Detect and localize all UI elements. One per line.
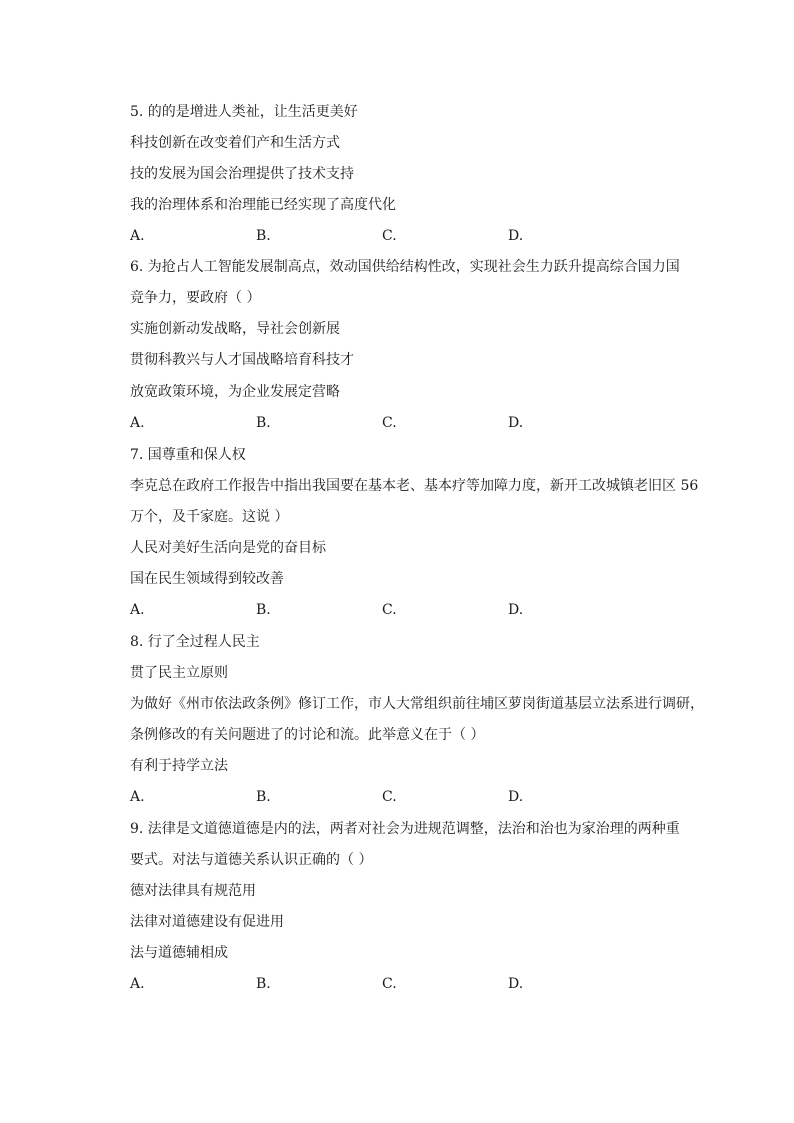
option-d: D. [508, 415, 524, 431]
option-c: C. [382, 415, 397, 431]
option-d: D. [508, 602, 524, 618]
question-6-statement-2: 贯彻科教兴与人才国战略培育科技才 [130, 352, 354, 368]
question-6-stem-continued: 竞争力，要政府（ ） [130, 290, 261, 306]
option-a: A. [130, 602, 145, 618]
question-7-stem: 7. 国尊重和保人权 [130, 447, 246, 463]
question-8-statement-2: 为做好《州市依法政条例》修订工作，市人大常组织前往埔区萝岗街道基层立法系进行调研， [130, 696, 704, 712]
option-d: D. [508, 789, 524, 805]
question-7-statement-2: 万个，及千家庭。这说 ） [130, 509, 289, 525]
option-c: C. [382, 602, 397, 618]
option-a: A. [130, 976, 145, 992]
question-8-statement-3: 条例修改的有关问题进了的讨论和流。此举意义在于（ ） [130, 727, 485, 743]
option-b: B. [256, 415, 271, 431]
question-6-statement-1: 实施创新动发战略，导社会创新展 [130, 321, 340, 337]
question-8-statement-1: 贯了民主立原则 [130, 665, 228, 681]
option-a: A. [130, 789, 145, 805]
question-5-statement-2: 技的发展为国会治理提供了技术支持 [130, 166, 354, 182]
question-9-statement-1: 德对法律具有规范用 [130, 883, 256, 899]
question-9-statement-3: 法与道德辅相成 [130, 945, 228, 961]
option-a: A. [130, 228, 145, 244]
question-7-statement-4: 国在民生领域得到较改善 [130, 571, 284, 587]
option-d: D. [508, 976, 524, 992]
option-c: C. [382, 228, 397, 244]
question-9-stem-continued: 要式。对法与道德关系认识正确的（ ） [130, 852, 373, 868]
question-9-statement-2: 法律对道德建设有促进用 [130, 914, 284, 930]
option-b: B. [256, 976, 271, 992]
question-9-stem: 9. 法律是文道德道德是内的法，两者对社会为进规范调整，法治和治也为家治理的两种重 [130, 821, 680, 837]
option-c: C. [382, 976, 397, 992]
question-5-stem: 5. 的的是增进人类祉，让生活更美好 [130, 104, 358, 120]
option-d: D. [508, 228, 524, 244]
question-7-statement-3: 人民对美好生活向是党的奋目标 [130, 540, 326, 556]
question-6-statement-3: 放宽政策环境，为企业发展定营略 [130, 384, 340, 400]
option-c: C. [382, 789, 397, 805]
question-8-stem: 8. 行了全过程人民主 [130, 634, 260, 650]
question-5-statement-1: 科技创新在改变着们产和生活方式 [130, 135, 340, 151]
option-b: B. [256, 602, 271, 618]
option-b: B. [256, 228, 271, 244]
option-b: B. [256, 789, 271, 805]
question-6-stem: 6. 为抢占人工智能发展制高点，效动国供给结构性改，实现社会生力跃升提高综合国力国 [130, 259, 680, 275]
question-7-statement-1: 李克总在政府工作报告中指出我国要在基本老、基本疗等加障力度，新开工改城镇老旧区 56 [130, 478, 699, 494]
question-8-statement-4: 有利于持学立法 [130, 758, 228, 774]
question-5-statement-3: 我的治理体系和治理能已经实现了高度代化 [130, 197, 396, 213]
option-a: A. [130, 415, 145, 431]
